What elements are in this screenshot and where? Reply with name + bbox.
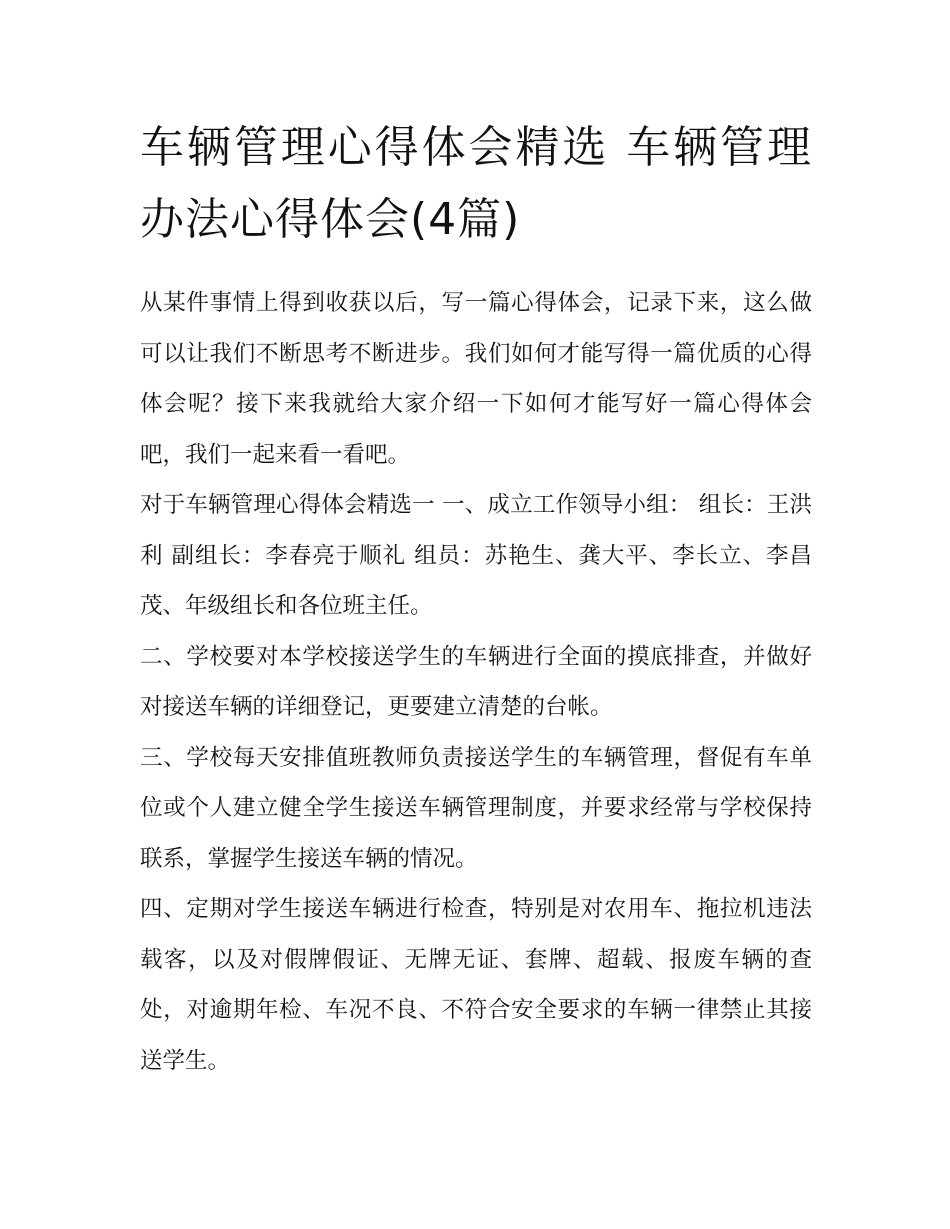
document-page — [140, 112, 812, 1086]
paragraph-intro: 从某件事情上得到收获以后，写一篇心得体会，记录下来，这么做可以让我们不断思考不断进步。我们如何才能写得一篇优质的心得体会呢？接下来我就给大家介绍一下如何才能写好一篇心得体会吧，我们一起来看一看吧。 — [140, 290, 812, 468]
paragraph-duty-teacher: 三、学校每天安排值班教师负责接送学生的车辆管理，督促有车单位或个人建立健全学生接送车辆管理制度，并要求经常与学校保持联系，掌握学生接送车辆的情况。 — [140, 744, 812, 872]
document-title: 车辆管理心得体会精选 车辆管理办法心得体会(4篇) — [140, 122, 812, 245]
paragraph-leadership-group: 对于车辆管理心得体会精选一 一、成立工作领导小组： 组长：王洪利 副组长：李春亮于顺礼 组员：苏艳生、龚大平、李长立、李昌茂、年级组长和各位班主任。 — [140, 492, 812, 619]
paragraph-vehicle-survey: 二、学校要对本学校接送学生的车辆进行全面的摸底排查，并做好对接送车辆的详细登记，更要建立清楚的台帐。 — [140, 643, 812, 720]
document-body — [140, 278, 812, 1086]
paragraph-vehicle-inspection: 四、定期对学生接送车辆进行检查，特别是对农用车、拖拉机违法载客，以及对假牌假证、无牌无证、套牌、超载、报废车辆的查处，对逾期年检、车况不良、不符合安全要求的车辆一律禁止其接送学生。 — [140, 896, 812, 1074]
